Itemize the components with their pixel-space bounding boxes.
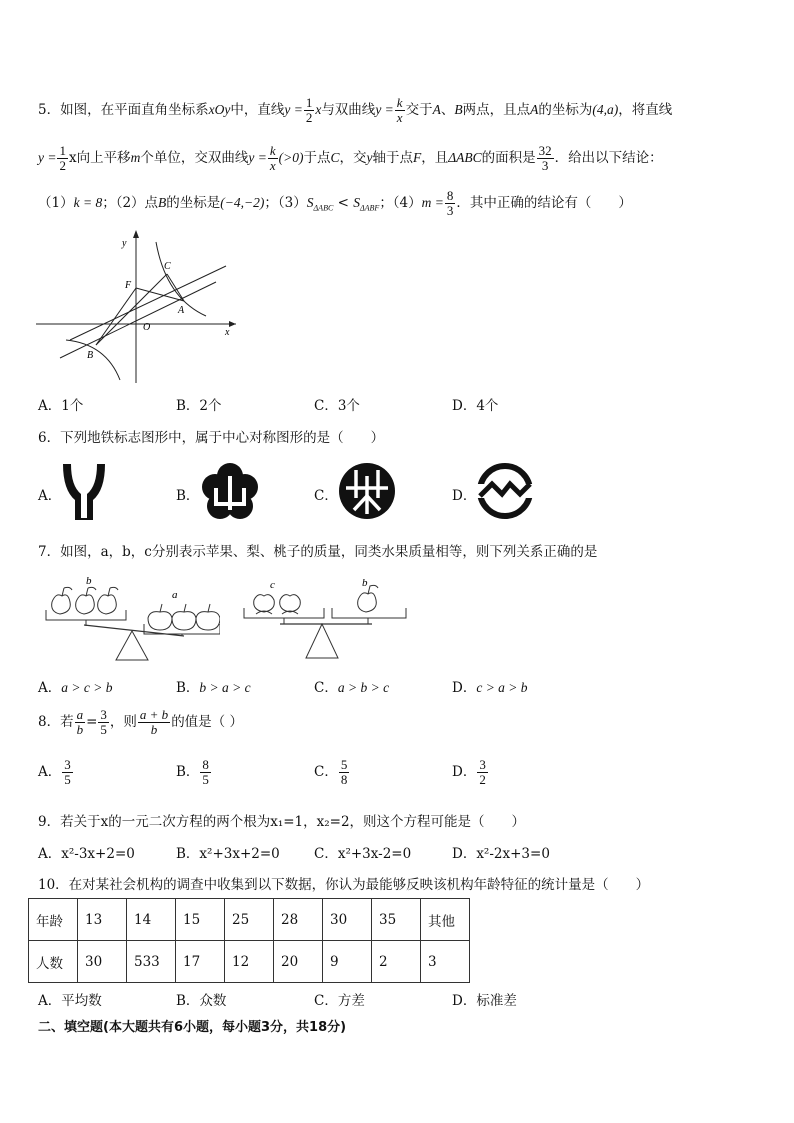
q5-text: ，交	[339, 150, 367, 166]
q10-option-b[interactable]: B．众数	[176, 993, 227, 1009]
q5-text: 、	[440, 102, 455, 118]
q9-option-a[interactable]: A．x²-3x+2=0	[38, 846, 135, 862]
math-k: k = 8	[73, 195, 103, 210]
q10-option-c[interactable]: C．方差	[314, 993, 365, 1009]
fraction-half: $\frac{1}{2}$	[305, 95, 313, 125]
scale2-fulcrum	[306, 624, 338, 658]
table-cell: 年龄	[29, 899, 78, 941]
q10-option-a[interactable]: A．平均数	[38, 993, 102, 1009]
q7-text: 7．如图，a，b，c分别表示苹果、梨、桃子的质量，同类水果质量相等，则下列关系正确的是	[38, 544, 598, 560]
q7-option-a-expr: a > c > b	[61, 680, 113, 695]
fork-logo-icon[interactable]	[61, 462, 107, 520]
q7-option-a[interactable]: A．a > c > b	[38, 680, 113, 696]
table-cell: 13	[78, 899, 127, 941]
q8-option-a[interactable]: A． $\frac{3}{5}$	[38, 757, 71, 787]
q5-text: 的面积是	[481, 150, 536, 166]
fraction-apb-b: $\frac{a + b}{b}$	[139, 707, 169, 737]
q8-text: 8．若	[38, 714, 74, 730]
x-axis-arrow-icon	[229, 321, 236, 327]
q5-text: 中，直线	[230, 102, 285, 118]
q5-text: 的坐标为	[538, 102, 593, 118]
scale1-right-label: a	[172, 589, 178, 601]
q8-text: ，则	[109, 714, 137, 730]
q8-option-c[interactable]: C． $\frac{5}{8}$	[314, 757, 348, 787]
q6-option-a-label[interactable]: A．	[38, 488, 62, 504]
math-m: m	[130, 150, 141, 165]
q7-option-b[interactable]: B．b > a > c	[176, 680, 251, 696]
q6-option-c-label[interactable]: C．	[314, 488, 338, 504]
q5-option-c[interactable]: C．3个	[314, 398, 360, 414]
table-row	[29, 899, 470, 941]
pear-icon	[52, 587, 118, 614]
table-cell: 17	[176, 941, 225, 983]
fraction-32-3: $\frac{32}{3}$	[538, 143, 552, 173]
fraction-k-x: $\frac{k}{x}$	[396, 95, 403, 125]
q7-scale-1	[44, 572, 220, 664]
table-cell: 30	[323, 899, 372, 941]
question-number: 5．	[38, 102, 61, 118]
label-c: C	[164, 261, 171, 272]
point-c: C	[330, 150, 340, 165]
q5-text: 的坐标是	[166, 195, 221, 211]
q6-option-d-label[interactable]: D．	[452, 488, 477, 504]
math-x: x	[315, 102, 322, 117]
q5-text: 个单位，交双曲线	[140, 150, 249, 166]
q5-line1	[38, 94, 672, 126]
line-ab	[60, 282, 216, 358]
pear-icon	[358, 585, 378, 612]
q5-text: ；（4）	[379, 195, 422, 211]
q5-option-b[interactable]: B．2个	[176, 398, 222, 414]
q5-text: ；（2）点	[102, 195, 159, 211]
q9-option-c[interactable]: C．x²+3x-2=0	[314, 846, 412, 862]
table-cell: 12	[225, 941, 274, 983]
q5-option-d[interactable]: D．4个	[452, 398, 499, 414]
triangle-abc: ΔABC	[448, 150, 482, 165]
math-y: y	[366, 150, 373, 165]
flower-logo-icon[interactable]	[200, 462, 260, 522]
wave-logo-icon[interactable]	[476, 462, 534, 520]
math-m: m =	[421, 195, 444, 210]
point-a: A	[432, 102, 441, 117]
scale1-left-label: b	[86, 575, 92, 587]
scale1-fulcrum	[116, 631, 148, 660]
q5-option-a[interactable]: A．1个	[38, 398, 84, 414]
area-s: S	[353, 195, 360, 210]
q5-text: 于点	[303, 150, 331, 166]
q8-option-d[interactable]: D． $\frac{3}{2}$	[452, 757, 486, 787]
q8-option-b[interactable]: B． $\frac{8}{5}$	[176, 757, 209, 787]
label-b: B	[87, 350, 94, 361]
scale2-right-pan	[332, 608, 406, 618]
q5-text: （1）	[38, 195, 74, 211]
fraction-half: $\frac{1}{2}$	[59, 143, 66, 173]
q6-option-b-label[interactable]: B．	[176, 488, 200, 504]
q9-text: 9．若关于x的一元二次方程的两个根为x₁=1，x₂=2，则这个方程可能是（ ）	[38, 814, 526, 830]
label-x: x	[225, 327, 230, 338]
q7-option-c[interactable]: C．a > b > c	[314, 680, 390, 696]
less-than: <	[333, 195, 354, 211]
math-y: y =	[375, 102, 394, 117]
q10-data-table	[28, 898, 470, 983]
q9-option-d[interactable]: D．x²-2x+3=0	[452, 846, 550, 862]
fraction-8-3: $\frac{8}{3}$	[446, 188, 454, 218]
table-cell: 20	[274, 941, 323, 983]
q7-option-c-expr: a > b > c	[337, 680, 390, 695]
table-cell: 15	[176, 899, 225, 941]
table-cell: 25	[225, 899, 274, 941]
q5-line3	[38, 188, 632, 218]
table-cell: 28	[274, 899, 323, 941]
apple-icon	[148, 604, 220, 630]
area-sub: ΔABC	[313, 203, 334, 213]
equals: =	[86, 714, 98, 730]
q8-stem	[38, 702, 243, 742]
table-row	[29, 941, 470, 983]
q7-scale-2	[240, 572, 410, 664]
q5-text: ；（3）	[264, 195, 307, 211]
label-y: y	[122, 238, 127, 249]
q7-option-d-expr: c > a > b	[476, 680, 528, 695]
label-o: O	[143, 322, 151, 333]
table-cell: 14	[127, 899, 176, 941]
point-a: A	[530, 102, 539, 117]
table-cell: 人数	[29, 941, 78, 983]
fraction-a-b: $\frac{a}{b}$	[76, 707, 84, 737]
q5-text: x向上平移	[68, 150, 131, 166]
area-sub: ΔABF	[359, 203, 380, 213]
circle-logo-icon[interactable]	[338, 462, 396, 520]
scale2-left-label: c	[270, 579, 275, 591]
q5-text: ．给出以下结论：	[554, 150, 663, 166]
q7-option-d[interactable]: D．c > a > b	[452, 680, 528, 696]
q5-graph	[36, 228, 246, 388]
area-s: S	[306, 195, 314, 210]
fraction-3-5: $\frac{3}{5}$	[100, 707, 107, 737]
point-b: B	[454, 102, 463, 117]
section-heading: 二、填空题(本大题共有6小题，每小题3分，共18分)	[38, 1020, 347, 1035]
condition: (>0)	[278, 150, 304, 165]
math-y: y =	[248, 150, 267, 165]
scale1-left-pan	[46, 610, 126, 620]
y-axis-arrow-icon	[133, 230, 139, 238]
q5-text: 轴于点	[372, 150, 413, 166]
coord-b: (−4,−2)	[220, 195, 265, 210]
point-b: B	[158, 195, 167, 210]
q5-text: 两点，且点	[462, 102, 531, 118]
q5-text: ，将直线	[618, 102, 673, 118]
q5-line2	[38, 142, 663, 174]
q5-text: ，且	[421, 150, 449, 166]
q7-option-b-expr: b > a > c	[199, 680, 251, 695]
q10-text: 10．在对某社会机构的调查中收集到以下数据，你认为最能够反映该机构年龄特征的统计量是（ ）	[38, 877, 650, 893]
math-y: y =	[284, 102, 303, 117]
table-cell: 9	[323, 941, 372, 983]
q6-text: 6．下列地铁标志图形中，属于中心对称图形的是（ ）	[38, 430, 385, 446]
q10-option-d[interactable]: D．标准差	[452, 993, 517, 1009]
q5-text: 与双曲线	[321, 102, 376, 118]
math-y: y =	[38, 150, 57, 165]
q5-text: ．其中正确的结论有（ ）	[456, 195, 632, 211]
coord-a: (4,a)	[592, 102, 619, 117]
segment-bf	[96, 288, 136, 345]
segment-bc	[96, 274, 167, 345]
q9-option-b[interactable]: B．x²+3x+2=0	[176, 846, 280, 862]
peach-icon	[254, 595, 301, 614]
table-cell: 30	[78, 941, 127, 983]
q5-text: 交于	[405, 102, 433, 118]
table-cell: 533	[127, 941, 176, 983]
q8-text: 的值是（ ）	[171, 714, 243, 730]
q5-text: 如图，在平面直角坐标系	[60, 102, 209, 118]
label-f: F	[125, 280, 132, 291]
table-cell: 其他	[421, 899, 470, 941]
table-cell: 2	[372, 941, 421, 983]
point-f: F	[413, 150, 422, 165]
table-cell: 35	[372, 899, 421, 941]
scale2-right-label: b	[362, 577, 368, 589]
xoy-label: xOy	[208, 102, 231, 117]
label-a: A	[178, 305, 185, 316]
fraction-k-x: $\frac{k}{x}$	[269, 143, 276, 173]
table-cell: 3	[421, 941, 470, 983]
